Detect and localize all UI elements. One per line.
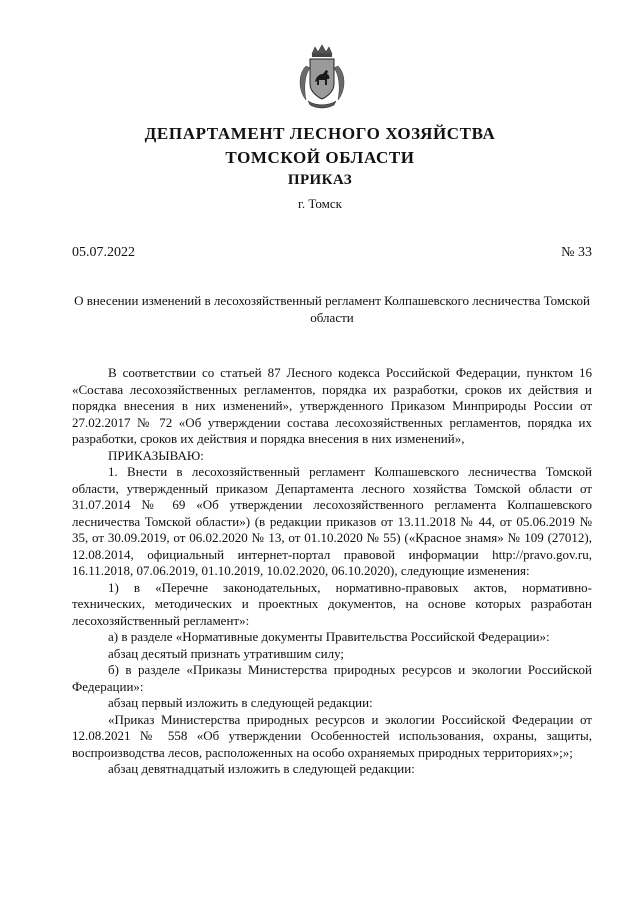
document-type: ПРИКАЗ bbox=[287, 172, 353, 188]
department-title-line-2: ТОМСКОЙ ОБЛАСТИ bbox=[225, 148, 415, 167]
document-subject: О внесении изменений в лесохозяйственный регламент Колпашевского лесничества Томской области bbox=[74, 293, 590, 325]
body-paragraph: 1) в «Перечне законодательных, нормативно-правовых актов, нормативно-технических, методических и проектных документов, на основе которых разработан лесохозяйственный регламент»: bbox=[72, 579, 592, 628]
body-paragraph: абзац девятнадцатый изложить в следующей редакции: bbox=[108, 761, 415, 776]
document-date: 05.07.2022 bbox=[72, 245, 135, 260]
document-city: г. Томск bbox=[298, 196, 342, 211]
body-paragraph: абзац первый изложить в следующей редакции: bbox=[108, 695, 373, 710]
body-paragraph: б) в разделе «Приказы Министерства природных ресурсов и экологии Российской Федерации»: bbox=[72, 662, 592, 694]
body-paragraph: В соответствии со статьей 87 Лесного кодекса Российской Федерации, пунктом 16 «Состава лесохозяйственных регламентов, порядка их разработки, сроков их действия и порядка внесения в них изменений», утвержденного Приказом Минприроды России от 27.02.2017 № 72 «Об утверждении состава лесохозяйственных регламентов, порядка их разработки, сроков их действия и порядка внесения в них изменений», bbox=[72, 365, 592, 446]
body-paragraph: «Приказ Министерства природных ресурсов и экологии Российской Федерации от 12.08.2021 № 558 «Об утверждении Особенностей использования, охраны, защиты, воспроизводства лесов, расположенных на особо охраняемых природных территориях»;»; bbox=[72, 711, 592, 760]
document-body bbox=[72, 365, 592, 778]
body-paragraph: а) в разделе «Нормативные документы Правительства Российской Федерации»: bbox=[108, 629, 550, 644]
department-title-line-1: ДЕПАРТАМЕНТ ЛЕСНОГО ХОЗЯЙСТВА bbox=[144, 124, 496, 143]
document-number: № 33 bbox=[561, 245, 592, 260]
body-paragraph: 1. Внести в лесохозяйственный регламент Колпашевского лесничества Томской области, утвержденный приказом Департамента лесного хозяйства Томской области от 31.07.2014 № 69 «Об утверждении лесохозяйственного регламента Колпашевского лесничества Томской области») (в редакции приказов от 13.11.2018 № 44, от 05.06.2019 № 35, от 30.09.2019, от 06.02.2020 № 13, от 01.10.2020 № 55) («Красное знамя» № 109 (27012), 12.08.2014, официальный интернет-портал правовой информации http://pravo.gov.ru, 16.11.2018, 07.06.2019, 01.10.2019, 10.02.2020, 06.10.2020), следующие изменения: bbox=[72, 464, 592, 578]
body-paragraph: ПРИКАЗЫВАЮ: bbox=[108, 447, 204, 463]
coat-of-arms-icon bbox=[296, 44, 348, 110]
body-paragraph: абзац десятый признать утратившим силу; bbox=[108, 645, 345, 661]
